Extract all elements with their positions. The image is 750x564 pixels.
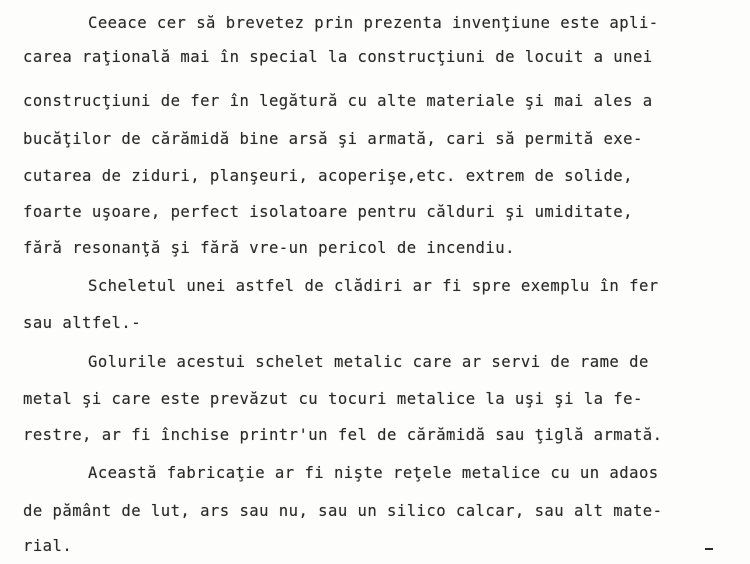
text-line: restre, ar fi închise printr'un fel de cărămidă sau ţiglă armată.	[23, 426, 663, 444]
text-line: metal şi care este prevăzut cu tocuri metalice la uşi şi la fe-	[23, 390, 643, 408]
text-line: carea raţională mai în special la construcţiuni de locuit a unei	[23, 48, 653, 66]
text-line: Golurile acestui schelet metalic care ar servi de rame de	[88, 353, 649, 371]
text-line: de pământ de lut, ars sau nu, sau un silico calcar, sau alt mate-	[23, 502, 663, 520]
text-line: foarte uşoare, perfect isolatoare pentru călduri şi umiditate,	[23, 203, 633, 221]
text-line: Scheletul unei astfel de clădiri ar fi spre exemplu în fer	[88, 277, 659, 295]
text-line: bucăţilor de cărămidă bine arsă şi armată, cari să permită exe-	[23, 130, 643, 148]
text-line: Această fabricaţie ar fi nişte reţele metalice cu un adaos	[88, 464, 659, 482]
text-line: sau altfel.-	[23, 314, 142, 332]
text-line: construcţiuni de fer în legătură cu alte materiale şi mai ales a	[23, 92, 653, 110]
text-line: Ceeace cer să brevetez prin prezenta invenţiune este apli-	[88, 14, 659, 32]
text-line: fără resonanţă şi fără vre-un pericol de incendiu.	[23, 239, 515, 257]
text-line: rial.	[23, 537, 73, 555]
text-line: cutarea de ziduri, planşeuri, acoperişe,etc. extrem de solide,	[23, 167, 633, 185]
typewriter-dash-mark	[705, 548, 713, 550]
